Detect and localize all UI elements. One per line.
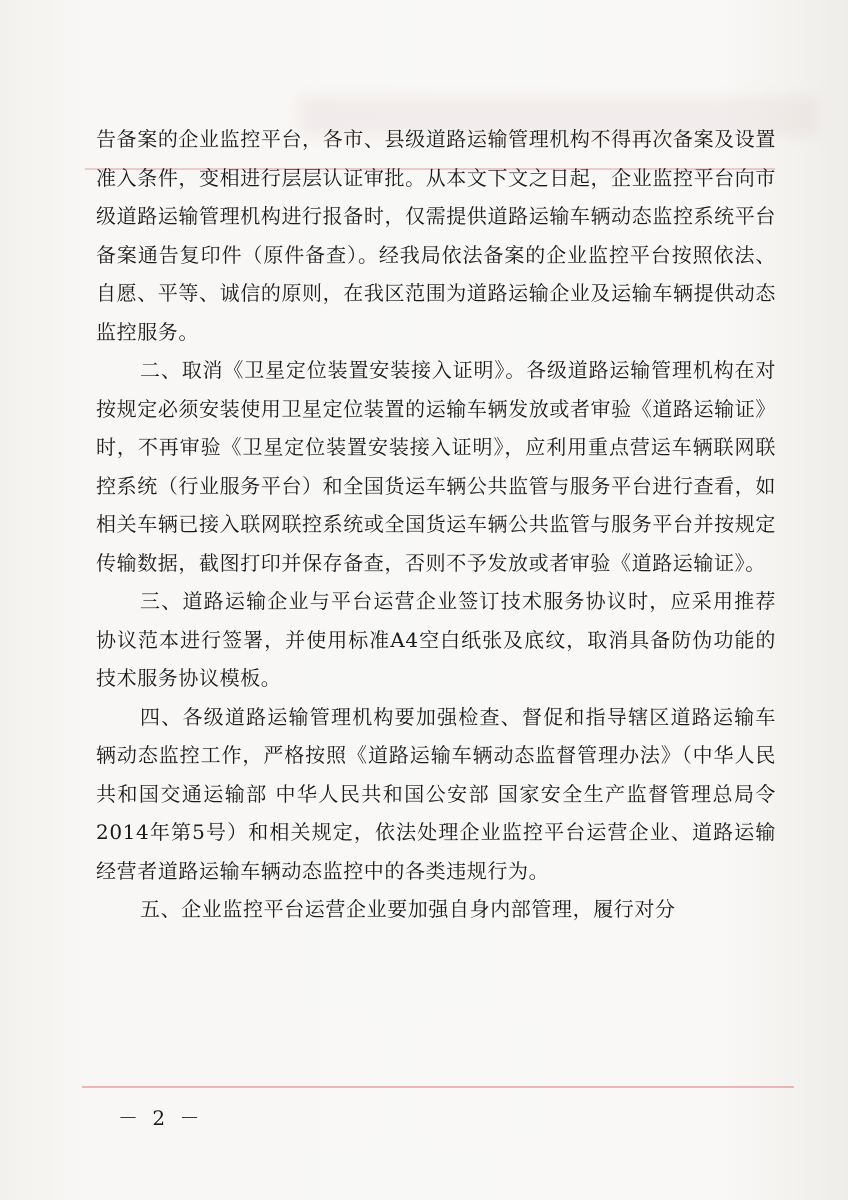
paragraph-item-2: 二、取消《卫星定位装置安装接入证明》。各级道路运输管理机构在对按规定必须安装使用卫星定位装置的运输车辆发放或者审验《道路运输证》时，不再审验《卫星定位装置安装接入证明》，应利用重点营运车辆联网联控系统（行业服务平台）和全国货运车辆公共监管与服务平台进行查看，如相关车辆已接入联网联控系统或全国货运车辆公共监管与服务平台并按规定传输数据，截图打印并保存备查，否则不予发放或者审验《道路运输证》。 <box>96 358 776 575</box>
paragraph-item-5: 五、企业监控平台运营企业要加强自身内部管理，履行对分 <box>140 897 676 921</box>
document-body <box>96 120 776 929</box>
paragraph-continued: 告备案的企业监控平台，各市、县级道路运输管理机构不得再次备案及设置准入条件，变相进行层层认证审批。从本文下文之日起，企业监控平台向市级道路运输管理机构进行报备时，仅需提供道路运输车辆动态监控系统平台备案通告复印件（原件备查）。经我局依法备案的企业监控平台按照依法、自愿、平等、诚信的原则，在我区范围为道路运输企业及运输车辆提供动态监控服务。 <box>96 127 776 344</box>
paragraph-item-4: 四、各级道路运输管理机构要加强检查、督促和指导辖区道路运输车辆动态监控工作，严格按照《道路运输车辆动态监督管理办法》（中华人民共和国交通运输部 中华人民共和国公安部 国家安全生产监督管理总局令2014年第5号）和相关规定，依法处理企业监控平台运营企业、道路运输经营者道路运输车辆动态监控中的各类违规行为。 <box>96 704 776 883</box>
page-number: － 2 － <box>118 1106 204 1130</box>
paragraph-item-3: 三、道路运输企业与平台运营企业签订技术服务协议时，应采用推荐协议范本进行签署，并使用标准A4空白纸张及底纹，取消具备防伪功能的技术服务协议模板。 <box>96 589 776 690</box>
footer-rule <box>82 1086 794 1088</box>
